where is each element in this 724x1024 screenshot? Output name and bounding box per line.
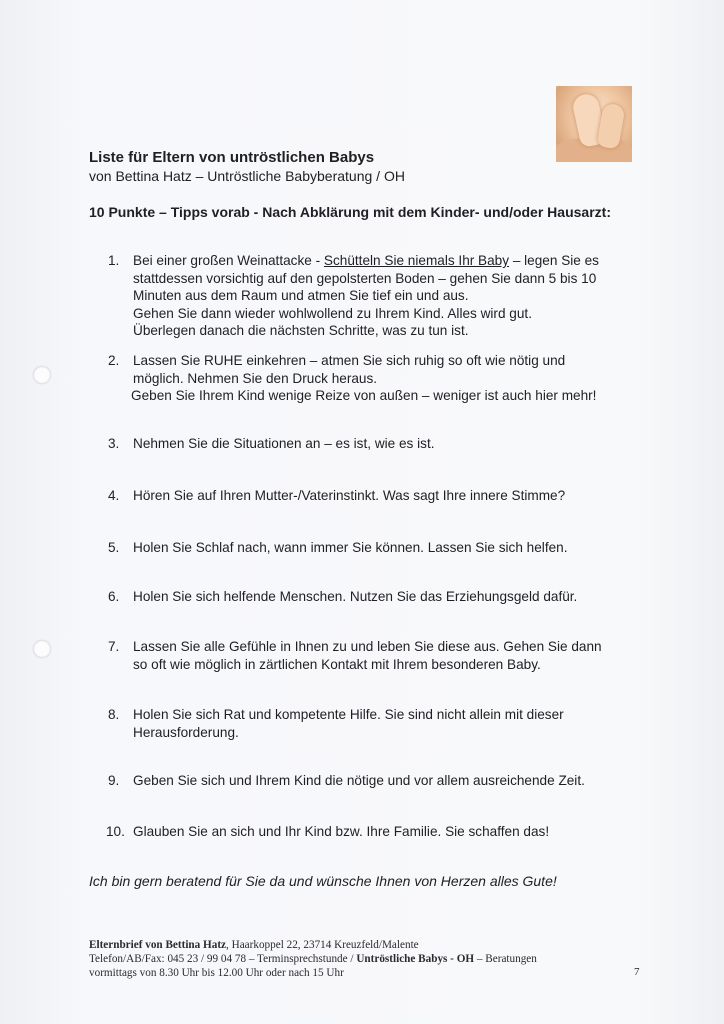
document-subtitle: von Bettina Hatz – Untröstliche Babyberatung / OH	[89, 168, 405, 184]
list-item-line: Gehen Sie dann wieder wohlwollend zu Ihrem Kind. Alles wird gut.	[133, 305, 532, 321]
section-heading: 10 Punkte – Tipps vorab - Nach Abklärung mit dem Kinder- und/oder Hausarzt:	[89, 204, 611, 220]
list-item-line: Lassen Sie alle Gefühle in Ihnen zu und leben Sie diese aus. Gehen Sie dann	[133, 639, 602, 654]
list-item-number: 10.	[106, 824, 125, 839]
document-title: Liste für Eltern von untröstlichen Babys	[89, 149, 375, 166]
underlined-warning: Schütteln Sie niemals Ihr Baby	[323, 253, 510, 268]
list-item-number: 1.	[108, 253, 120, 268]
footer-line: Telefon/AB/Fax: 045 23 / 99 04 78 – Terminsprechstunde / Untröstliche Babys - OH – Beratungen	[89, 953, 537, 965]
punch-hole-icon	[33, 640, 51, 658]
list-item-number: 5.	[108, 540, 120, 555]
footer-line: vormittags von 8.30 Uhr bis 12.00 Uhr oder nach 15 Uhr	[89, 967, 344, 979]
closing-remark: Ich bin gern beratend für Sie da und wünsche Ihnen von Herzen alles Gute!	[89, 873, 557, 889]
list-item-line: Holen Sie sich helfende Menschen. Nutzen Sie das Erziehungsgeld dafür.	[133, 589, 578, 604]
punch-hole-icon	[33, 366, 51, 384]
list-item-line: Hören Sie auf Ihren Mutter-/Vaterinstinkt. Was sagt Ihre innere Stimme?	[133, 488, 566, 503]
list-item-line: so oft wie möglich in zärtlichen Kontakt mit Ihrem besonderen Baby.	[133, 656, 541, 672]
list-item-number: 7.	[108, 639, 120, 654]
footer-line: Elternbrief von Bettina Hatz, Haarkoppel 22, 23714 Kreuzfeld/Malente	[89, 939, 419, 951]
list-item-line: Geben Sie Ihrem Kind wenige Reize von außen – weniger ist auch hier mehr!	[131, 388, 597, 403]
list-item-line: Überlegen danach die nächsten Schritte, was zu tun ist.	[133, 323, 469, 338]
list-item-number: 8.	[108, 707, 120, 722]
list-item-number: 3.	[108, 436, 120, 451]
document-footer	[89, 938, 537, 980]
list-item-line: Herausforderung.	[133, 724, 239, 740]
list-item-line: Lassen Sie RUHE einkehren – atmen Sie sich ruhig so oft wie nötig und	[133, 353, 566, 368]
list-item-number: 2.	[108, 353, 120, 368]
list-item-number: 4.	[108, 488, 120, 503]
list-item-line: Holen Sie Schlaf nach, wann immer Sie können. Lassen Sie sich helfen.	[133, 540, 568, 555]
baby-feet-photo-icon	[556, 86, 632, 162]
page-number: 7	[634, 966, 640, 978]
list-item-line: stattdessen vorsichtig auf den gepolsterten Boden – gehen Sie dann 5 bis 10	[133, 270, 597, 286]
list-item-line: Holen Sie sich Rat und kompetente Hilfe. Sie sind nicht allein mit dieser	[133, 707, 564, 722]
list-item-line: Nehmen Sie die Situationen an – es ist, wie es ist.	[133, 436, 435, 451]
list-item-number: 6.	[108, 589, 120, 604]
list-item-line: möglich. Nehmen Sie den Druck heraus.	[133, 370, 378, 386]
list-item-line: Glauben Sie an sich und Ihr Kind bzw. Ihre Familie. Sie schaffen das!	[133, 824, 550, 839]
list-item-line: Bei einer großen Weinattacke - Schütteln Sie niemals Ihr Baby – legen Sie es	[133, 253, 599, 268]
list-item-number: 9.	[108, 773, 120, 788]
list-item-line: Minuten aus dem Raum und atmen Sie tief ein und aus.	[133, 288, 469, 303]
list-item-line: Geben Sie sich und Ihrem Kind die nötige und vor allem ausreichende Zeit.	[133, 773, 585, 788]
